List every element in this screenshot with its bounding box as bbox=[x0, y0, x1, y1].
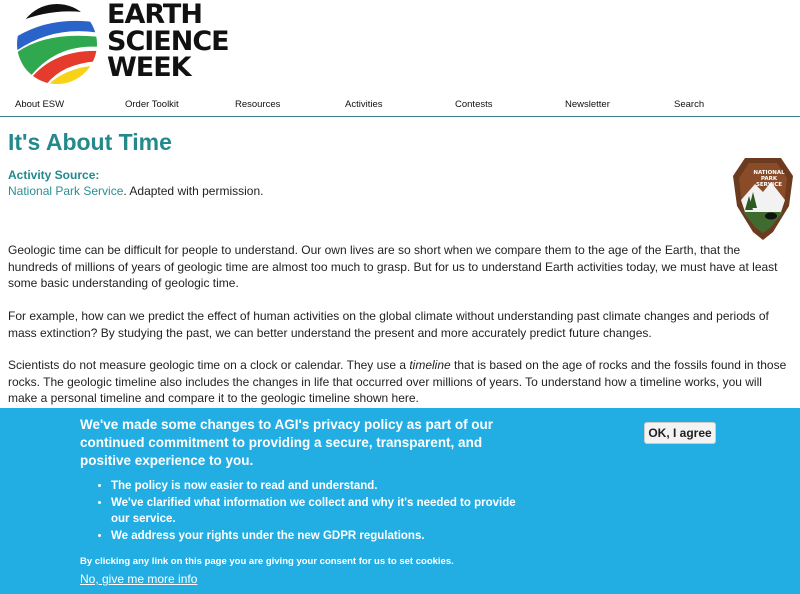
more-info-link[interactable]: No, give me more info bbox=[80, 572, 198, 586]
ok-agree-button[interactable]: OK, I agree bbox=[644, 422, 716, 444]
privacy-bullet: • We address your rights under the new GDPR regulations. bbox=[111, 528, 531, 545]
privacy-heading: We've made some changes to AGI's privacy policy as part of our continued commitment to providing a secure, transparent, and positive experience to you. bbox=[80, 417, 494, 468]
earth-science-week-logo[interactable] bbox=[16, 0, 236, 85]
logo-line-week: WEEK bbox=[107, 52, 191, 83]
national-park-service-link[interactable]: National Park Service bbox=[8, 184, 124, 198]
nav-contests[interactable]: Contests bbox=[455, 99, 493, 110]
nav-order-toolkit[interactable]: Order Toolkit bbox=[125, 99, 179, 110]
logo-line-earth: EARTH bbox=[107, 0, 202, 30]
svg-text:SERVICE: SERVICE bbox=[755, 182, 783, 188]
activity-source bbox=[8, 184, 263, 198]
paragraph-1: Geologic time can be difficult for people to understand. Our own lives are so short when we compare them to the age of the Earth, that the hundreds of millions of years of geologic time are almost too much to grasp. But for us to understand Earth activities today, we must have at least some basic understanding of geologic time. bbox=[8, 243, 778, 290]
main-nav bbox=[0, 98, 800, 117]
nps-arrowhead-icon bbox=[731, 156, 795, 240]
privacy-bullet: • The policy is now easier to read and understand. bbox=[111, 478, 531, 495]
nav-search[interactable]: Search bbox=[674, 99, 705, 110]
nav-newsletter[interactable]: Newsletter bbox=[565, 99, 610, 110]
nav-resources[interactable]: Resources bbox=[235, 99, 281, 110]
globe-logo-icon bbox=[16, 3, 100, 85]
nav-activities[interactable]: Activities bbox=[345, 99, 383, 110]
logo-line-science: SCIENCE bbox=[107, 25, 229, 57]
source-suffix: . Adapted with permission. bbox=[123, 184, 264, 198]
privacy-bullets bbox=[80, 478, 531, 544]
logo-wordmark bbox=[107, 2, 229, 82]
paragraph-2: For example, how can we predict the effect of human activities on the global climate without understanding past climate changes and periods of mass extinction? By studying the past, we can better understand the present and more accurately predict future changes. bbox=[8, 309, 769, 340]
nav-about-esw[interactable]: About ESW bbox=[15, 99, 65, 110]
paragraph-3: Scientists do not measure geologic time on a clock or calendar. They use a timeline that is based on the age of rocks and the fossils found in those rocks. The geologic timeline also includes the changes in life that occurred over millions of years. To understand how a timeline works, you will make a personal timeline and compare it to the geologic timeline shown here. bbox=[8, 358, 787, 405]
page-title: It's About Time bbox=[8, 129, 172, 155]
consent-text: By clicking any link on this page you are giving your consent for us to set cookies. bbox=[80, 556, 454, 567]
site-header bbox=[0, 0, 800, 120]
privacy-bullet: • We've clarified what information we collect and why it's needed to provide our service. bbox=[111, 495, 531, 528]
activity-source-label: Activity Source: bbox=[8, 168, 100, 182]
badge-caption: NATIONAL bbox=[753, 170, 785, 176]
privacy-banner bbox=[0, 408, 800, 594]
svg-text:PARK: PARK bbox=[760, 176, 778, 182]
